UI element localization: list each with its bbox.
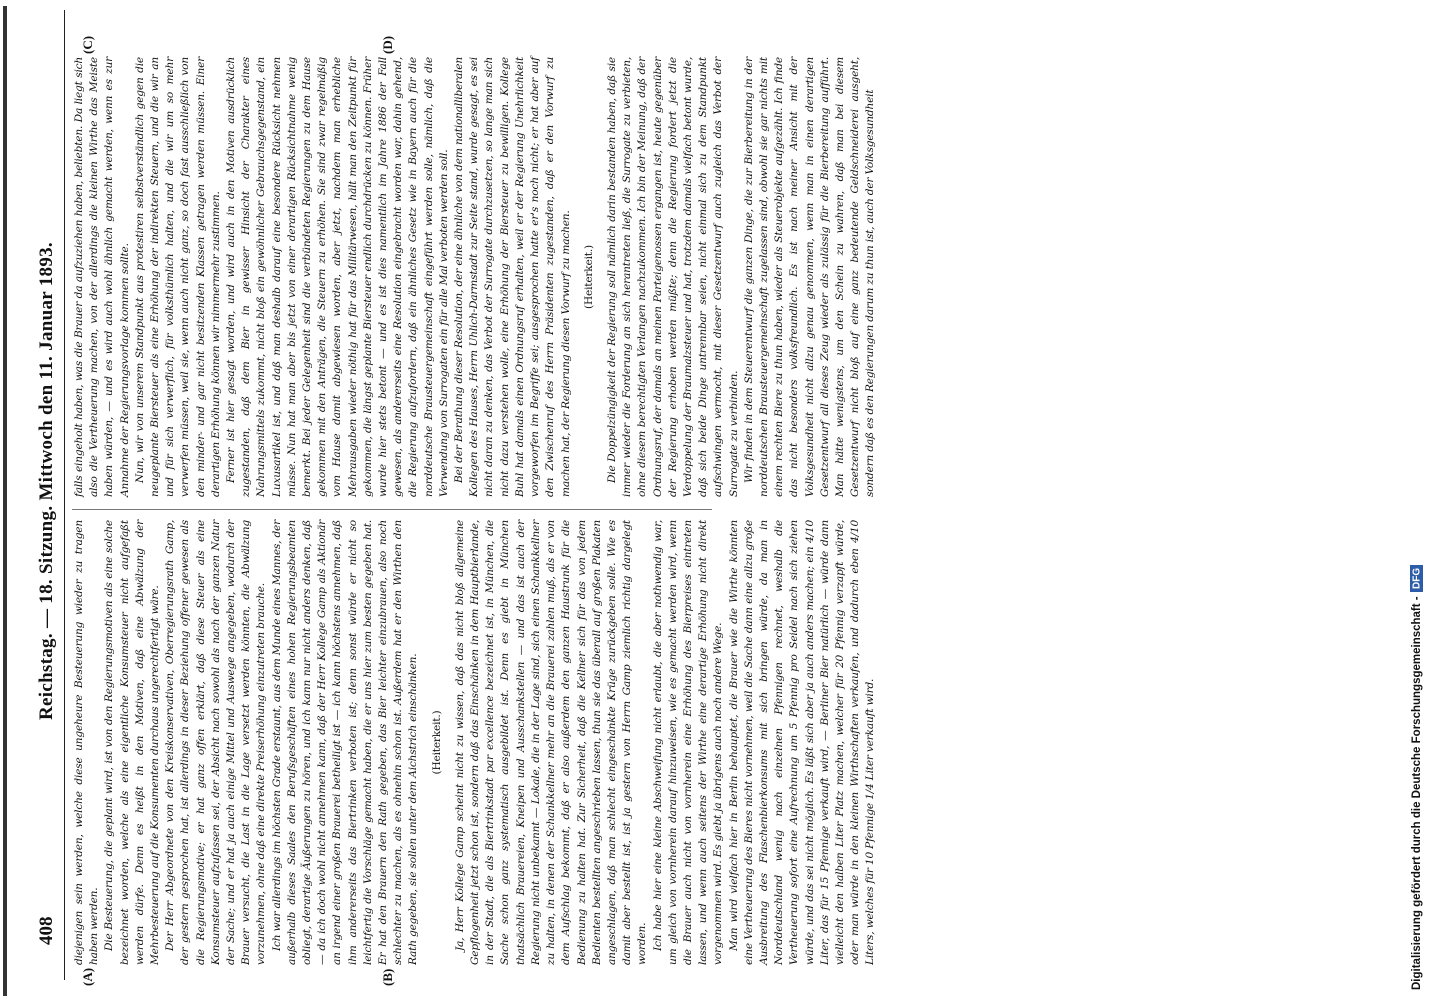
- paragraph: diejenigen sein werden, welche diese ungeheure Besteuerung wieder zu tragen haben werden.: [73, 520, 101, 965]
- paragraph: falls eingeholt haben, was die Brauer da aufzuziehen haben, beliebten. Da liegt sich also die Vertheuerung machen, von der allerdings die kleinen Wirthe das Meiste haben würden, — und es wird auch wohl ähnlich gemacht werden, wenn es zur Annahme der Regierungsvorlage kommen sollte.: [73, 57, 131, 497]
- margin-mark-c: (C): [80, 35, 95, 54]
- header-rule: [64, 10, 65, 980]
- page-number: 408: [36, 916, 57, 945]
- column-divider: [72, 509, 712, 510]
- scan-edge: [3, 6, 7, 996]
- paragraph: Ferner ist hier gesagt worden, und wird auch in den Motiven ausdrücklich zugestanden, daß dem Bier in gewisser Hinsicht der Charakter eines Nahrungsmittels zukommt, nicht bloß ein gewöhnlicher Gebrauchsgegenstand, ein Luxusartikel ist, und daß man deshalb darauf eine besondere Rücksicht nehmen müsse. Nun hat man aber bis jetzt von einer derartigen Rücksichtnahme wenig bemerkt. Bei jeder Gelegenheit sind die verbündeten Regierungen zu dem Hause gekommen mit den Anträgen, die Steuern zu erhöhen. Sie sind zwar regelmäßig vom Hause damit abgewiesen worden, aber jetzt, nachdem man erhebliche Mehrausgaben wieder nöthig hat für das Militärwesen, hält man den Zeitpunkt für gekommen, die längst geplante Biersteuer endlich durchdrücken zu können. Früher wurde hier stets betont — und es ist dies namentlich im Jahre 1886 der Fall gewesen, als andererseits eine Resolution eingebracht worden war, dahin gehend, die Regierung aufzufordern, daß ein ähnliches Gesetz wie in Bayern auch für die norddeutsche Brausteuergemeinschaft eingeführt werden solle, nämlich, daß die Verwendung von Surrogaten ein für alle Mal verboten werden soll.: [225, 57, 450, 497]
- paragraph: Wir finden in dem Steuerentwurf die ganzen Dinge, die zur Bierbereitung in der norddeutschen Brausteuergemeinschaft zugelassen sind, obwohl sie gar nichts mit einem rechten Biere zu thun haben, wieder als Steuerobjekte aufgezählt. Ich finde das nicht besonders volksfreundlich. Es ist nach meiner Ansicht mit der Volksgesundheit nicht allzu genau genommen, wenn man in einen derartigen Gesetzentwurf all dieses Zeug wieder als zulässig für die Bierbereitung aufführt. Man hätte wenigstens, um den Schein zu wahren, daß man bei diesem Gesetzentwurf nicht bloß auf eine ganz bedeutende Geldschneiderei ausgeht, sondern daß es den Regierungen darum zu thun ist, auch der Volksgesundheit: [742, 57, 877, 497]
- paragraph: Ja, Herr Kollege Gamp scheint nicht zu wissen, daß das nicht bloß allgemeine Gepflogenheit jetzt schon ist, sondern daß das Einschänken in dem Hauptbierlande, in der Stadt, die als Biertrinkstadt par excellence bezeichnet ist, in München, die Sache schon ganz systematisch ausgebildet ist. Denn es giebt in München thatsächlich Brauereien, Kneipen und Ausschankstellen — und das ist auch der Regierung nicht unbekannt — Lokale, die in der Lage sind, sich einen Schankkellner zu halten, in denen der Schankkellner mehr an die Brauerei zahlen muß, als er von dem Aufschlag bekommt, daß er also außerdem den ganzen Haustrunk für die Bedienung zu halten hat. Zur Sicherheit, daß die Kellner sich für das von jedem Bedienten bestellten angeschrieben lassen, thun sie das überall auf großen Plakaten angeschlagen, daß man schlecht eingeschänkte Krüge zurückgeben solle. Wie es damit aber bestellt ist, ist ja gestern von Herrn Gamp ziemlich richtig dargelegt worden.: [453, 520, 649, 965]
- margin-mark-a: (A): [80, 967, 95, 986]
- credit-text: Digitalisierung gefördert durch die Deutsche Forschungsgemeinschaft -: [1411, 596, 1423, 990]
- paragraph: Nun, wir von unserem Standpunkt aus protestiren selbstverständlich gegen die neugeplante Biersteuer als eine Erhöhung der indirekten Steuern, und die wir an und für sich verwerflich, für volksthümlich halten, und die wir um so mehr verwerfen müssen, weil sie, wenn auch nicht ganz, so doch fast ausschließlich von den minder- und gar nicht besitzenden Klassen getragen werden müssen. Einer derartigen Erhöhung können wir nimmermehr zustimmen.: [133, 57, 222, 497]
- right-column: [72, 57, 877, 497]
- interjection: (Heiterkeit.): [582, 245, 595, 309]
- paragraph: Die Besteuerung, die geplant wird, ist von den Regierungsmotiven als eine solche bezeichnet worden, welche als eine eigentliche Konsumsteuer nicht aufgefaßt werden dürfe. Denn es heißt in den Motiven, daß eine Abwälzung der Mehrbesteuerung auf die Konsumenten durchaus ungerechtfertigt wäre.: [103, 520, 162, 965]
- paragraph: Ich habe hier eine kleine Abschweifung nicht erlaubt, die aber nothwendig war, um gleich von vornherein darauf hinzuweisen, wie es gemacht werden wird, wenn die Brauer auch nicht von vornherein eine Erhöhung des Bierpreises eintreten lassen, und wenn auch seitens der Wirthe eine derartige Erhöhung nicht direkt vorgenommen wird. Es giebt ja übrigens auch noch andere Wege.: [651, 520, 725, 965]
- margin-mark-d: (D): [380, 35, 395, 54]
- paragraph: Der Herr Abgeordnete von den Kreiskonservativen, Oberregierungsrath Gamp, der gestern gesprochen hat, ist allerdings in dieser Beziehung offener gewesen als die Regierungsmotive; er hat ganz offen erklärt, daß diese Steuer als eine Konsumsteuer aufzufassen sei, der Absicht nach sowohl als nach der ganzen Natur der Sache; und er hat ja auch einige Mittel und Auswege angegeben, wodurch der Brauer versucht, die Last in die Lage versetzt werden könnten, die Abwälzung vorzunehmen, ohne daß eine direkte Preiserhöhung einzutreten brauche.: [164, 520, 268, 965]
- paragraph: Die Doppelzüngigkeit der Regierung soll nämlich darin bestanden haben, daß sie immer wieder die Forderung an sich herantreten ließ, die Surrogate zu verbieten, ohne diesem berechtigten Verlangen nachzukommen. Ich bin der Meinung, daß der Ordnungsruf, der damals an meinen Parteigenossen ergangen ist, heute gegenüber der Regierung erhoben werden müßte; denn die Regierung fordert jetzt die Verdoppelung der Braumalzsteuer und hat, trotzdem damals vielfach betont wurde, daß sich beide Dinge untrennbar seien, nicht einmal sich zu dem Standpunkt aufschwingen vermocht, mit dieser Gesetzentwurf auch zugleich das Verbot der Surrogate zu verbinden.: [605, 57, 740, 497]
- margin-mark-b: (B): [380, 968, 395, 986]
- paragraph: Man wird vielfach hier in Berlin behauptet, die Brauer wie die Wirthe könnten eine Vertheuerung des Bieres nicht vornehmen, weil die Sache dann eine allzu große Ausbreitung des Flaschenbierkonsums mit sich bringen würde, da man in Norddeutschland wenig nach einzelnen Pfennigen rechnet, weshalb die Vertheuerung sofort eine Aufrechnung um 5 Pfennig pro Seidel nach sich ziehen würde, und das sei nicht möglich. Es läßt sich aber ja auch anders machen; ein 4/10 Liter, das für 15 Pfennige verkauft wird, — Berliner Bier natürlich — würde dann vielleicht den halben Liter Platz machen, welcher für 20 Pfennig verzapft würde, oder man würde in den kleinen Wirthschaften verkaufen, und dadurch eben 4/10 Liters, welches für 10 Pfennige 1/4 Liter verkauft wird.: [727, 520, 877, 965]
- running-header: [32, 10, 64, 980]
- dfg-logo: DFG: [1411, 565, 1424, 592]
- interjection: (Heiterkeit.): [430, 710, 443, 775]
- left-column: [72, 520, 877, 965]
- paragraph: Bei der Berathung dieser Resolution, der eine ähnliche von dem nationalliberalen Kollegen des Hauses, Herrn Uhlich-Darmstadt zur Seite stand, wurde gesagt, es sei nicht daran zu denken, das Verbot der Surrogate durchzusetzen, so lange man sich nicht dazu verstehen wolle, eine Erhöhung der Biersteuer zu bewilligen. Kollege Buhl hat damals einen Ordnungsruf erhalten, weil er der Regierung Unehrlichkeit vorgeworfen im Begriffe sei; ausgesprochen hatte er's noch nicht; er hat aber auf den Zwischenruf des Herrn Präsidenten zugestanden, daß er den Vorwurf zu machen hat, der Regierung diesen Vorwurf zu machen.: [453, 57, 572, 497]
- dfg-credit: [1406, 10, 1428, 990]
- running-title: Reichstag. — 18. Sitzung. Mittwoch den 11. Januar 1893.: [36, 242, 57, 720]
- paragraph: Ich war allerdings im höchsten Grade erstaunt, aus dem Munde eines Mannes, der außerhalb dieses Saales den Berufsgeschäften eines hohen Regierungsbeamten obliegt, derartige Äußerungen zu hören, und ich kann nur nicht anders denken, daß — da ich doch wohl nicht annehmen kann, daß der Herr Kollege Gamp als Aktionär an irgend einer großen Brauerei betheiligt ist — ich kann höchstens annehmen, daß ihm andererseits das Biertrinken verboten ist; denn sonst würde er nicht so leichtfertig die Vorschläge gemacht haben, die er uns hier zum besten gegeben hat. Er hat den Brauern den Rath gegeben, das Bier leichter einzubrauen, also noch schlechter zu machen, als es ohnehin schon ist. Außerdem hat er den Wirthen den Rath gegeben, sie sollen unter dem Aichstrich einschänken.: [270, 520, 420, 965]
